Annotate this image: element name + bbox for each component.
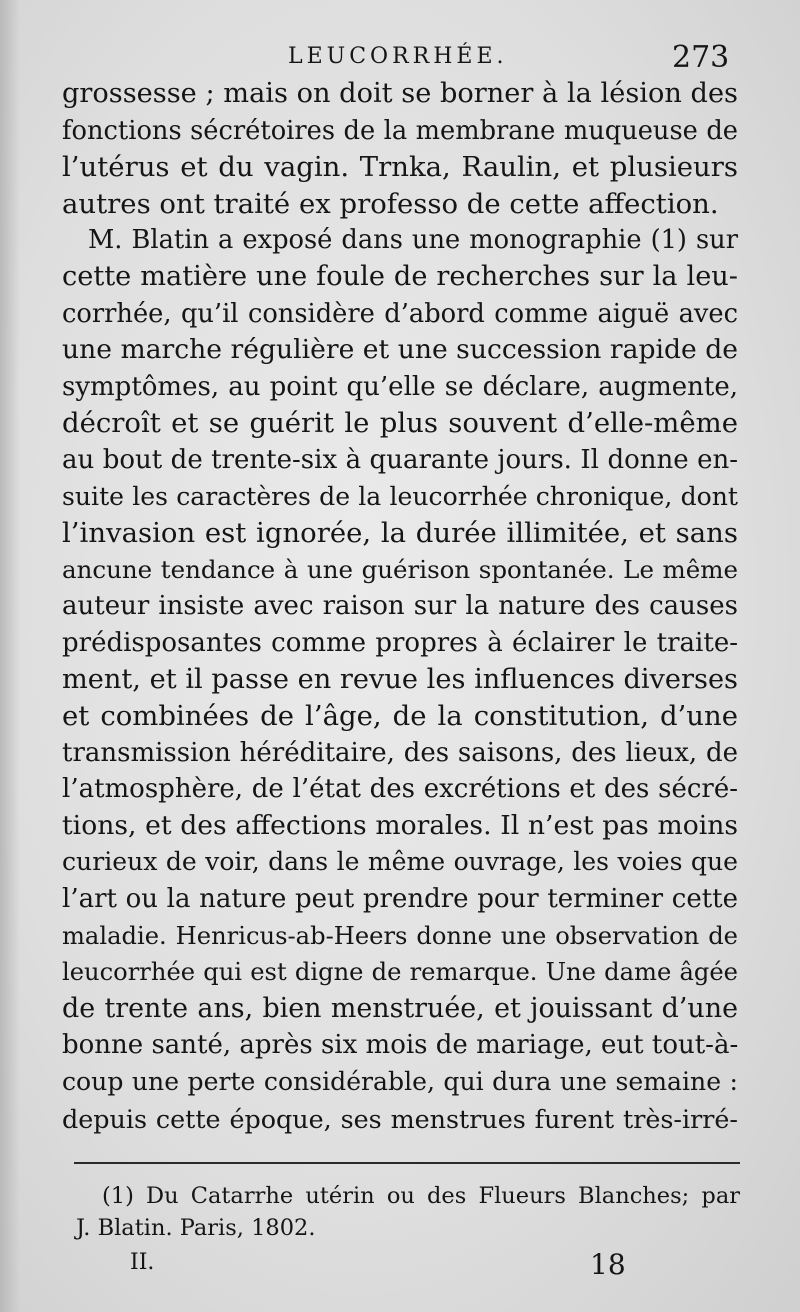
page-gutter-shadow: [0, 0, 20, 1312]
text-line: maladie. Henricus-ab-Heers donne une observation de: [62, 921, 738, 950]
sheet-number: 18: [590, 1248, 626, 1281]
text-line: et combinées de l’âge, de la constitution, d’une: [62, 700, 738, 733]
text-line: grossesse ; mais on doit se borner à la lésion des: [62, 78, 738, 109]
text-line: leucorrhée qui est digne de remarque. Une dame âgée: [62, 958, 738, 987]
text-line: l’atmosphère, de l’état des excrétions et des sécré-: [62, 774, 738, 805]
text-line: curieux de voir, dans le même ouvrage, les voies que: [62, 847, 738, 877]
text-line: tions, et des affections morales. Il n’est pas moins: [62, 809, 738, 841]
signature-mark: II.: [130, 1250, 155, 1275]
text-line: l’utérus et du vagin. Trnka, Raulin, et plusieurs: [62, 151, 738, 184]
text-line: M. Blatin a exposé dans une monographie (1) sur: [88, 225, 738, 256]
running-title: LEUCORRHÉE.: [288, 44, 508, 69]
text-line: une marche régulière et une succession rapide de: [62, 334, 738, 366]
text-line: suite les caractères de la leucorrhée chronique, dont: [62, 481, 738, 511]
footnote-line: (1) Du Catarrhe utérin ou des Flueurs Blanches; par: [102, 1183, 740, 1209]
page-number: 273: [672, 40, 730, 75]
footnote-rule: [74, 1162, 740, 1164]
text-line: l’invasion est ignorée, la durée illimitée, et sans: [62, 517, 738, 550]
text-line: auteur insiste avec raison sur la nature des causes: [62, 591, 738, 622]
text-line: coup une perte considérable, qui dura une semaine :: [62, 1067, 738, 1097]
text-line: décroît et se guérit le plus souvent d’elle-même: [62, 407, 738, 440]
text-line: prédisposantes comme propres à éclairer le traite-: [62, 627, 738, 658]
text-line: symptômes, au point qu’elle se déclare, augmente,: [62, 371, 738, 402]
text-line: bonne santé, après six mois de mariage, eut tout-à-: [62, 1030, 739, 1061]
footnote-line: J. Blatin. Paris, 1802.: [76, 1215, 316, 1241]
text-line: autres ont traité ex professo de cette affection.: [62, 187, 719, 220]
body-text: [62, 76, 738, 1137]
text-line: corrhée, qu’il considère d’abord comme aiguë avec: [62, 298, 738, 329]
text-line: ment, et il passe en revue les influences diverses: [62, 663, 738, 695]
text-line: depuis cette époque, ses menstrues furent très-irré-: [62, 1103, 738, 1134]
text-line: cette matière une foule de recherches sur la leu-: [62, 260, 738, 292]
text-line: au bout de trente-six à quarante jours. Il donne en-: [62, 444, 738, 475]
text-line: ancune tendance à une guérison spontanée. Le même: [62, 554, 738, 584]
text-line: de trente ans, bien menstruée, et jouissant d’une: [62, 992, 738, 1024]
text-line: l’art ou la nature peut prendre pour terminer cette: [62, 884, 738, 915]
text-line: fonctions sécrétoires de la membrane muqueuse de: [62, 115, 738, 146]
footnote: [76, 1180, 740, 1244]
running-head: [0, 40, 800, 80]
text-line: transmission héréditaire, des saisons, des lieux, de: [62, 737, 738, 768]
